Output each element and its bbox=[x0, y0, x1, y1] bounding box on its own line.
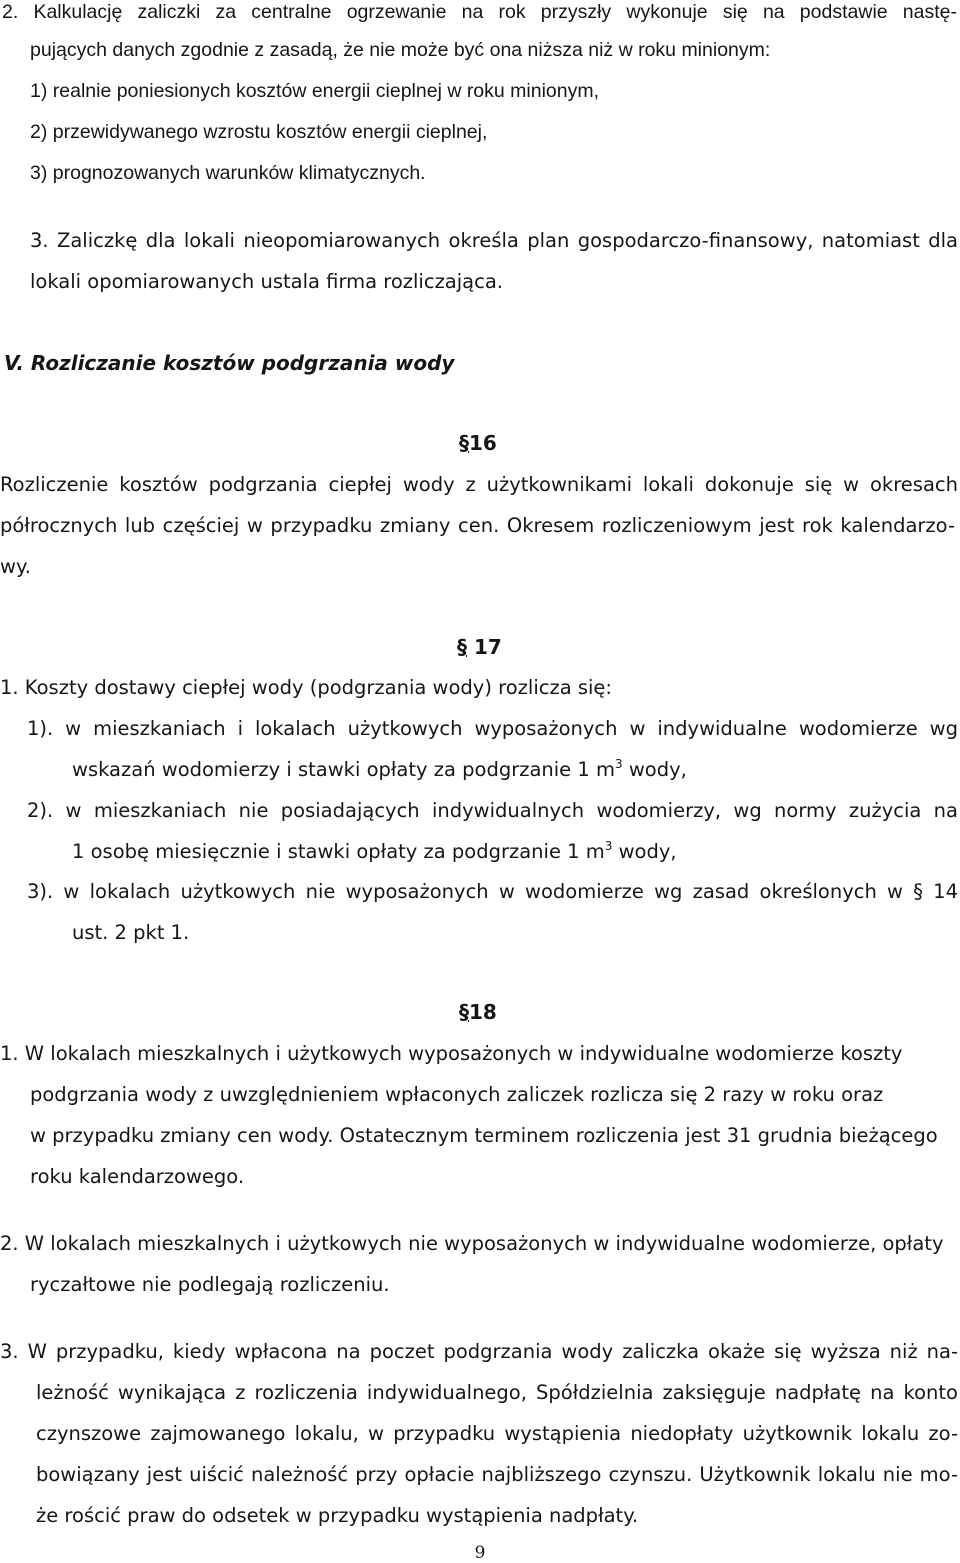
p17-item-2-line-1: 2). w mieszkaniach nie posiadających indywidualnych wodomierzy, wg normy zużycia na bbox=[27, 799, 958, 822]
chapter-heading: V. Rozliczanie kosztów podgrzania wody bbox=[4, 351, 455, 375]
paragraph-number: 18 bbox=[469, 1000, 497, 1024]
section2-line-2: pujących danych zgodnie z zasadą, że nie może być ona niższa niż w roku minionym: bbox=[30, 39, 771, 61]
p18-point-3-line-2: leżność wynikająca z rozliczenia indywidualnego, Spółdzielnia zaksięguje nadpłatę na konto bbox=[36, 1381, 958, 1404]
paragraph-number: 17 bbox=[473, 635, 502, 659]
p16-line-2: półrocznych lub częściej w przypadku zmiany cen. Okresem rozliczeniowym jest rok kalendarzo- bbox=[0, 514, 955, 537]
section3-line-1: 3. Zaliczkę dla lokali nieopomiarowanych określa plan gospodarczo-finansowy, natomiast dla bbox=[30, 229, 958, 252]
p17-item-2-line-2: 1 osobę miesięcznie i stawki opłaty za podgrzanie 1 $m^3$ wody, bbox=[72, 839, 677, 863]
p18-point-1-line-2: podgrzania wody z uwzględnieniem wpłaconych zaliczek rozlicza się 2 razy w roku oraz bbox=[30, 1083, 884, 1106]
p17-item-3-line-1: 3). w lokalach użytkowych nie wyposażonych w wodomierze wg zasad określonych w § 14 bbox=[27, 880, 958, 903]
page-number: 9 bbox=[474, 1543, 486, 1563]
p18-point-2-line-2: ryczałtowe nie podlegają rozliczeniu. bbox=[30, 1273, 390, 1296]
p18-point-1-line-3: w przypadku zmiany cen wody. Ostatecznym terminem rozliczenia jest 31 grudnia bieżącego bbox=[30, 1124, 938, 1147]
section-sign: § bbox=[459, 431, 469, 455]
p16-line-1: Rozliczenie kosztów podgrzania ciepłej wody z użytkownikami lokali dokonuje się w okresach bbox=[0, 473, 958, 496]
paragraph-18-heading bbox=[459, 999, 497, 1025]
section2-line-1: 2. Kalkulację zaliczki za centralne ogrzewanie na rok przyszły wykonuje się na podstawie nastę- bbox=[2, 1, 957, 23]
section-sign: § bbox=[459, 1000, 469, 1024]
p17-item-3-line-2: ust. 2 pkt 1. bbox=[72, 921, 190, 944]
section3-line-2: lokali opomiarowanych ustala firma rozliczająca. bbox=[30, 270, 503, 293]
p18-point-3-line-3: czynszowe zajmowanego lokalu, w przypadku wystąpienia niedopłaty użytkownik lokalu zo- bbox=[36, 1422, 958, 1445]
p18-point-1-line-1: 1. W lokalach mieszkalnych i użytkowych wyposażonych w indywidualne wodomierze koszty bbox=[0, 1042, 903, 1065]
p18-point-3-line-1: 3. W przypadku, kiedy wpłacona na poczet podgrzania wody zaliczka okaże się wyższa niż na- bbox=[0, 1340, 958, 1363]
p17-item-1-line-1: 1). w mieszkaniach i lokalach użytkowych wyposażonych w indywidualne wodomierze wg bbox=[27, 717, 958, 740]
p18-point-2-line-1: 2. W lokalach mieszkalnych i użytkowych nie wyposażonych w indywidualne wodomierze, opłaty bbox=[0, 1232, 944, 1255]
p17-intro: 1. Koszty dostawy ciepłej wody (podgrzania wody) rozlicza się: bbox=[0, 676, 612, 699]
p18-point-3-line-4: bowiązany jest uiścić należność przy opłacie najbliższego czynszu. Użytkownik lokalu nie mo- bbox=[36, 1463, 958, 1486]
paragraph-number: 16 bbox=[469, 431, 497, 455]
section2-line-5: 3) prognozowanych warunków klimatycznych. bbox=[30, 162, 426, 184]
section2-line-3: 1) realnie poniesionych kosztów energii cieplnej w roku minionym, bbox=[30, 80, 600, 102]
section-sign: § bbox=[457, 635, 467, 659]
p18-point-1-line-4: roku kalendarzowego. bbox=[30, 1165, 245, 1188]
p17-item-1-line-2: wskazań wodomierzy i stawki opłaty za podgrzanie 1 $m^3$ wody, bbox=[72, 757, 687, 781]
p18-point-3-line-5: że rościć praw do odsetek w przypadku wystąpienia nadpłaty. bbox=[36, 1504, 639, 1527]
section2-line-4: 2) przewidywanego wzrostu kosztów energii cieplnej, bbox=[30, 121, 488, 143]
paragraph-16-heading bbox=[459, 430, 497, 456]
p16-line-3: wy. bbox=[0, 555, 31, 578]
paragraph-17-heading bbox=[457, 634, 502, 660]
